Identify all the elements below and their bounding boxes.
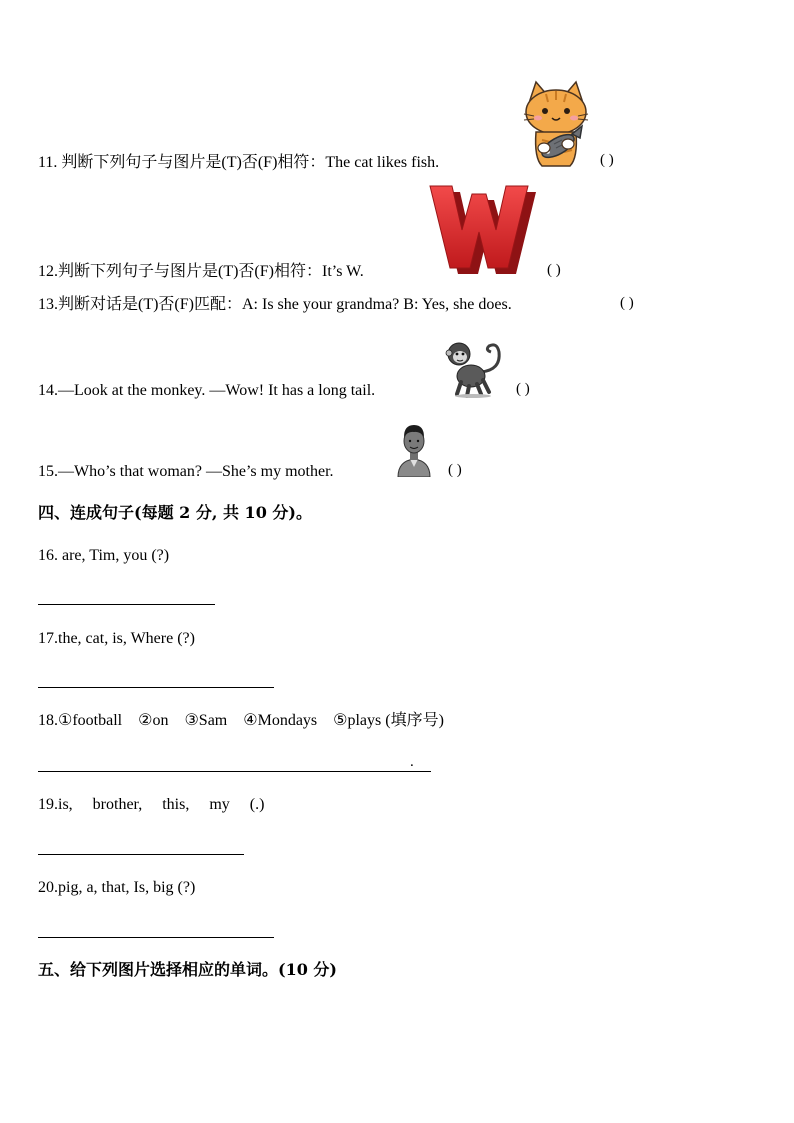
answer-parentheses-12[interactable]: ( ) — [547, 262, 561, 278]
end-period-18: . — [410, 754, 414, 770]
cat-holding-fish-icon — [516, 78, 596, 170]
answer-parentheses-11[interactable]: ( ) — [600, 152, 614, 168]
sentence-item-20: 20.pig, a, that, Is, big (?) — [38, 879, 196, 896]
answer-parentheses-15[interactable]: ( ) — [448, 462, 462, 478]
answer-parentheses-13[interactable]: ( ) — [620, 295, 634, 311]
sentence-item-16: 16. are, Tim, you (?) — [38, 547, 170, 564]
answer-line-17[interactable] — [38, 687, 274, 688]
section-4-heading: 四、连成句子(每题 2 分, 共 10 分)。 — [38, 503, 312, 522]
sentence-item-19: 19.is, brother, this, my (.) — [38, 796, 265, 813]
question-15-text: 15.—Who’s that woman? —She’s my mother. — [38, 463, 334, 480]
answer-line-20[interactable] — [38, 937, 274, 938]
question-14-text: 14.—Look at the monkey. —Wow! It has a long tail. — [38, 382, 376, 399]
answer-line-16[interactable] — [38, 604, 215, 605]
question-11-text: 11. 判断下列句子与图片是(T)否(F)相符：The cat likes fish. — [38, 154, 440, 171]
section-5-heading: 五、给下列图片选择相应的单词。(10 分) — [38, 960, 337, 979]
letter-w-icon — [424, 178, 540, 280]
monkey-icon — [441, 336, 507, 398]
sentence-item-17: 17.the, cat, is, Where (?) — [38, 630, 195, 647]
question-13-text: 13.判断对话是(T)否(F)匹配：A: Is she your grandma? B: Yes, she does. — [38, 296, 512, 313]
sentence-item-18: 18.①football ②on ③Sam ④Mondays ⑤plays (填序号) — [38, 712, 444, 729]
answer-line-19[interactable] — [38, 854, 244, 855]
boy-portrait-icon — [396, 421, 432, 477]
answer-line-18[interactable] — [38, 771, 431, 772]
answer-parentheses-14[interactable]: ( ) — [516, 381, 530, 397]
question-12-text: 12.判断下列句子与图片是(T)否(F)相符：It’s W. — [38, 263, 364, 280]
